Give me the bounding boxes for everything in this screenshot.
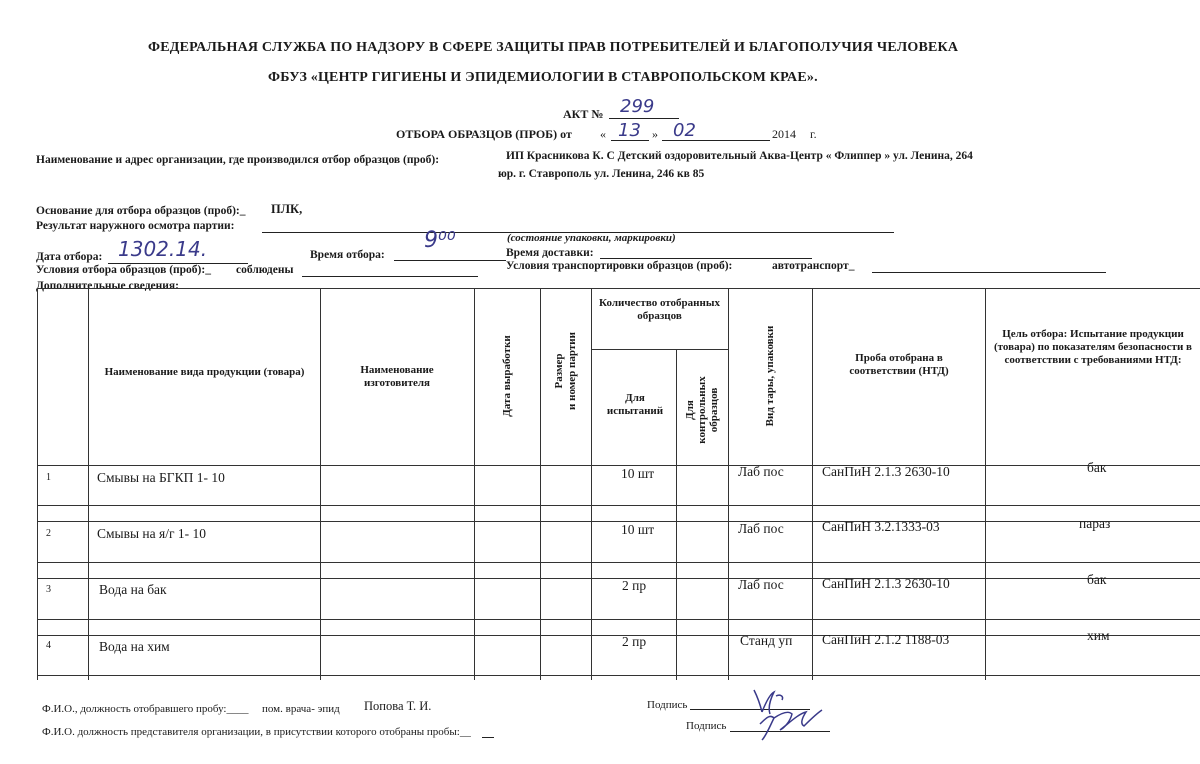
col-border: [676, 349, 677, 680]
header-batch-size-line1: Размер: [553, 353, 565, 389]
basis-label: Основание для отбора образцов (проб):_: [36, 205, 246, 217]
row-border: [37, 675, 1200, 676]
header-for-control-line3: образцов: [708, 387, 720, 433]
date-value: 1302.14.: [118, 237, 208, 261]
row-container: Лаб пос: [738, 577, 784, 592]
row-ntd: СанПиН 2.1.3 2630-10: [822, 576, 950, 591]
row-ntd: СанПиН 2.1.2 1188-03: [822, 632, 950, 647]
packaging-note: (состояние упаковки, маркировки): [507, 232, 676, 244]
act-label: АКТ №: [563, 107, 604, 121]
representative-label: Ф.И.О. должность представителя организации, в присутствии которого отобраны пробы:__: [42, 726, 471, 738]
date-label: Дата отбора:: [36, 251, 103, 263]
row-border: [37, 505, 1200, 506]
header-for-tests: Для испытаний: [606, 392, 664, 417]
conditions-line: [302, 276, 478, 277]
row-container: Станд уп: [740, 633, 793, 648]
header-purpose: Цель отбора: Испытание продукции (товара) по показателям безопасности в соответствии с требованиями НТД:: [994, 328, 1192, 366]
header-manufacturer: Наименование изготовителя: [360, 364, 434, 389]
col-border: [37, 288, 38, 680]
col-border: [728, 288, 729, 680]
row-number: 1: [46, 472, 51, 483]
delivery-label: Время доставки:: [506, 247, 594, 259]
row-product: Вода на хим: [99, 639, 170, 654]
header-product: Наименование вида продукции (товара): [104, 366, 305, 378]
header-for-control: [684, 360, 720, 460]
center-title: ФБУЗ «ЦЕНТР ГИГИЕНЫ И ЭПИДЕМИОЛОГИИ В СТАВРОПОЛЬСКОМ КРАЕ».: [268, 70, 818, 85]
transport-label: Условия транспортировки образцов (проб):: [506, 260, 733, 272]
col-border: [474, 288, 475, 680]
row-product: Смывы на я/г 1- 10: [97, 526, 207, 541]
col-border: [320, 288, 321, 680]
delivery-line: [600, 258, 812, 259]
row-quantity: 10 шт: [621, 466, 655, 481]
row-border: [37, 619, 1200, 620]
time-value: 9⁰⁰: [424, 228, 456, 253]
header-batch-size-line2: и номер партии: [566, 332, 578, 410]
row-container: Лаб пос: [738, 521, 784, 536]
header-quantity: Количество отобранных образцов: [599, 297, 720, 322]
sampler-name: Попова Т. И.: [364, 699, 432, 713]
signature-label-2: Подпись: [686, 720, 727, 732]
act-number-line: [609, 118, 679, 119]
row-product: Смывы на БГКП 1- 10: [97, 470, 225, 485]
col-border: [985, 288, 986, 680]
act-number: 299: [620, 96, 655, 117]
header-production-date: Дата выработки: [501, 335, 513, 417]
row-quantity: 2 пр: [622, 634, 647, 649]
row-border: [37, 562, 1200, 563]
act-year: 2014: [772, 127, 796, 141]
conditions-value: соблюдены: [236, 264, 294, 276]
row-purpose: хим: [1087, 628, 1110, 643]
row-purpose: бак: [1087, 460, 1107, 475]
row-purpose: параз: [1079, 516, 1111, 531]
row-ntd: СанПиН 3.2.1333-03: [822, 519, 940, 534]
row-container: Лаб пос: [738, 464, 784, 479]
row-number: 3: [46, 584, 51, 595]
agency-title: ФЕДЕРАЛЬНАЯ СЛУЖБА ПО НАДЗОРУ В СФЕРЕ ЗАЩИТЫ ПРАВ ПОТРЕБИТЕЛЕЙ И БЛАГОПОЛУЧИЯ ЧЕЛОВЕКА: [148, 40, 959, 55]
row-number: 4: [46, 640, 51, 651]
basis-value: ПЛК,: [271, 202, 303, 216]
row-border: [37, 635, 1200, 636]
col-border: [88, 288, 89, 680]
conditions-label: Условия отбора образцов (проб):_: [36, 264, 211, 276]
row-border: [591, 349, 728, 350]
quote-open: «: [600, 127, 606, 141]
inspection-label: Результат наружного осмотра партии:: [36, 220, 235, 232]
col-border: [812, 288, 813, 680]
row-ntd: СанПиН 2.1.3 2630-10: [822, 464, 950, 479]
row-quantity: 2 пр: [622, 578, 647, 593]
sampler-position: пом. врача- эпид: [262, 703, 340, 715]
act-month: 02: [673, 120, 696, 141]
header-sample: Проба отобрана в соответствии (НТД): [849, 352, 949, 377]
transport-value: автотранспорт_: [772, 260, 855, 272]
row-quantity: 10 шт: [621, 522, 655, 537]
transport-line: [872, 272, 1106, 273]
row-border: [37, 288, 1200, 289]
org-value-line2: юр. г. Ставрополь ул. Ленина, 246 кв 85: [498, 168, 705, 180]
act-title: ОТБОРА ОБРАЗЦОВ (ПРОБ) от: [396, 127, 572, 141]
additional-label: Дополнительные сведения:: [36, 280, 179, 292]
signature-mark: [740, 684, 836, 746]
sampler-label: Ф.И.О., должность отобравшего пробу:____: [42, 703, 249, 715]
org-value-line1: ИП Красникова К. С Детский оздоровительный Аква-Центр « Флиппер » ул. Ленина, 264: [506, 150, 973, 162]
header-container: Вид тары, упаковки: [764, 325, 776, 427]
samples-table: [37, 288, 1200, 680]
org-label: Наименование и адрес организации, где производился отбор образцов (проб):: [36, 154, 440, 166]
time-label: Время отбора:: [310, 249, 385, 261]
col-border: [591, 288, 592, 680]
header-for-control-line1: Для: [684, 400, 696, 420]
signature-label-1: Подпись: [647, 699, 688, 711]
header-for-control-line2: контрольных: [696, 376, 708, 444]
row-number: 2: [46, 528, 51, 539]
quote-close: »: [652, 127, 658, 141]
time-line: [394, 260, 506, 261]
col-border: [540, 288, 541, 680]
header-batch-size: [553, 311, 579, 431]
act-day: 13: [618, 120, 641, 141]
act-year-suffix: г.: [810, 127, 817, 141]
row-purpose: бак: [1087, 572, 1107, 587]
representative-line: [482, 737, 494, 738]
row-border: [37, 521, 1200, 522]
row-border: [37, 578, 1200, 579]
row-border: [37, 465, 1200, 466]
row-product: Вода на бак: [99, 582, 167, 597]
